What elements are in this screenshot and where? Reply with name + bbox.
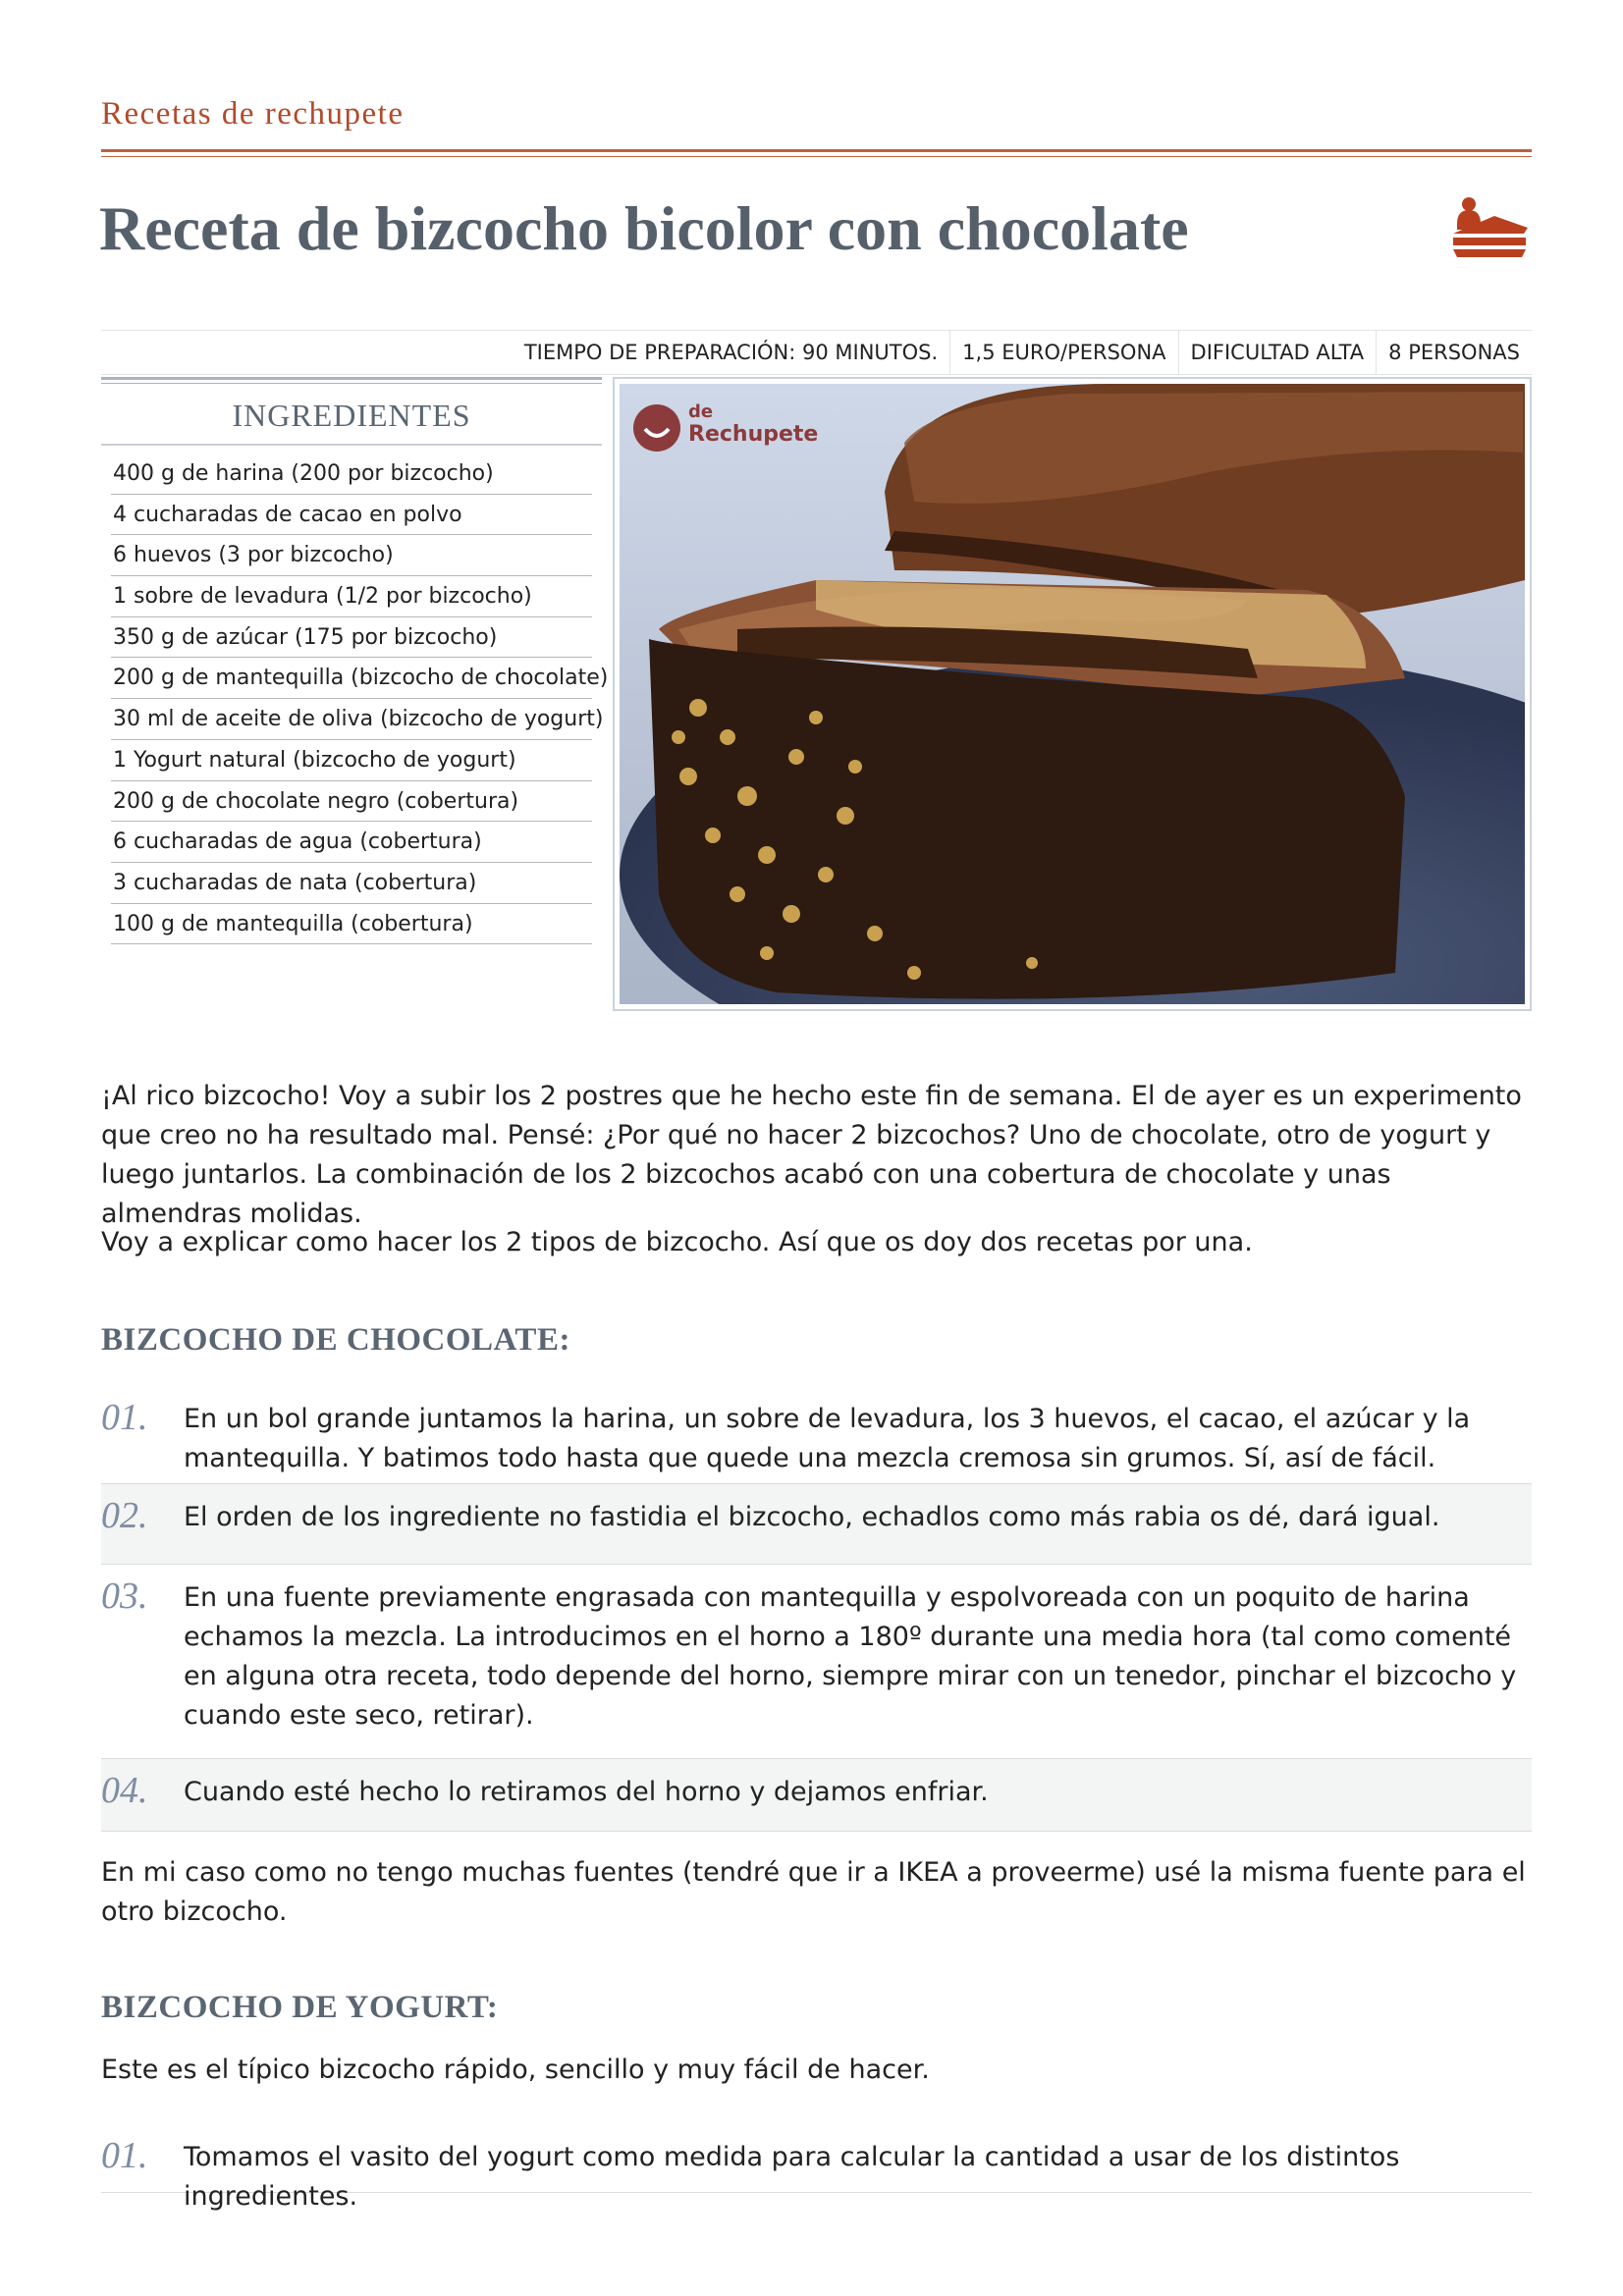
step-number: 01. xyxy=(101,2135,148,2176)
step-text: Cuando esté hecho lo retiramos del horno y dejamos enfriar. xyxy=(184,1777,989,1807)
prep-time: TIEMPO DE PREPARACIÓN: 90 MINUTOS. xyxy=(523,341,939,364)
recipe-meta-bar xyxy=(101,330,1532,375)
watermark-de: de xyxy=(688,401,714,422)
intro-paragraph: ¡Al rico bizcocho! Voy a subir los 2 postres que he hecho este fin de semana. El de ayer es un experimento que creo no ha resultado mal. Pensé: ¿Por qué no hacer 2 bizcochos? Uno de chocolate, otro de yogurt y luego juntarlos. La combinación de los 2 bizcochos acabó con una cobertura de chocolate y unas almendras molidas. xyxy=(101,1081,1522,1229)
page-title: Receta de bizcocho bicolor con chocolate xyxy=(99,193,1189,263)
ingredient-item: 200 g de chocolate negro (cobertura) xyxy=(111,781,592,823)
cake-photo xyxy=(620,384,1525,1004)
note-paragraph: En mi caso como no tengo muchas fuentes (tendré que ir a IKEA a proveerme) usé la misma fuente para el otro bizcocho. xyxy=(101,1857,1526,1927)
ingredient-item: 30 ml de aceite de oliva (bizcocho de yogurt) xyxy=(111,699,592,740)
header-rule-thin xyxy=(101,156,1532,157)
ingredient-item: 1 sobre de levadura (1/2 por bizcocho) xyxy=(111,576,592,617)
servings: 8 PERSONAS xyxy=(1376,331,1532,374)
intro-paragraph-2: Voy a explicar como hacer los 2 tipos de bizcocho. Así que os doy dos recetas por una. xyxy=(101,1227,1253,1257)
step-text: En una fuente previamente engrasada con mantequilla y espolvoreada con un poquito de harina echamos la mezcla. La introducimos en el horno a 180º durante una media hora (tal como comenté en alguna otra receta, todo depende del horno, siempre mirar con un tenedor, pinchar el bizcocho y cuando este seco, retirar). xyxy=(184,1582,1517,1731)
step-item xyxy=(101,1759,1532,1832)
step-number: 04. xyxy=(101,1770,148,1811)
cost-per-person: 1,5 EURO/PERSONA xyxy=(949,331,1177,374)
step-item xyxy=(101,1565,1532,1759)
ingredient-item: 400 g de harina (200 por bizcocho) xyxy=(111,454,592,495)
ingredient-item: 100 g de mantequilla (cobertura) xyxy=(111,904,592,945)
ingredients-list xyxy=(111,446,609,944)
step-number: 02. xyxy=(101,1495,148,1536)
site-name[interactable]: Recetas de rechupete xyxy=(101,96,405,132)
ingredients-panel xyxy=(101,377,609,944)
cake-slice-icon xyxy=(1451,194,1532,261)
step-item xyxy=(101,1386,1532,1484)
ingredient-item: 200 g de mantequilla (bizcocho de chocolate) xyxy=(111,658,592,699)
recipe-photo xyxy=(613,377,1532,1011)
section-heading-yogurt: BIZCOCHO DE YOGURT: xyxy=(101,1990,499,2025)
brand-logo-icon xyxy=(633,404,680,452)
step-item xyxy=(101,2124,1532,2212)
step-text: Tomamos el vasito del yogurt como medida para calcular la cantidad a usar de los distintos ingredientes. xyxy=(184,2142,1400,2212)
ingredient-item: 350 g de azúcar (175 por bizcocho) xyxy=(111,617,592,659)
header-rule xyxy=(101,149,1532,152)
step-item xyxy=(101,1484,1532,1565)
ingredient-item: 1 Yogurt natural (bizcocho de yogurt) xyxy=(111,740,592,781)
section-intro: Este es el típico bizcocho rápido, sencillo y muy fácil de hacer. xyxy=(101,2055,930,2085)
step-number: 03. xyxy=(101,1575,148,1617)
ingredients-title: INGREDIENTES xyxy=(101,384,602,446)
ingredient-item: 6 huevos (3 por bizcocho) xyxy=(111,535,592,576)
step-text: El orden de los ingrediente no fastidia el bizcocho, echadlos como más rabia os dé, dará igual. xyxy=(184,1502,1440,1532)
difficulty: DIFICULTAD ALTA xyxy=(1178,331,1377,374)
step-text: En un bol grande juntamos la harina, un sobre de levadura, los 3 huevos, el cacao, el azúcar y la mantequilla. Y batimos todo hasta que quede una mezcla cremosa sin grumos. Sí, así de fácil. xyxy=(184,1404,1471,1473)
section-heading-chocolate: BIZCOCHO DE CHOCOLATE: xyxy=(101,1322,570,1358)
ingredient-item: 4 cucharadas de cacao en polvo xyxy=(111,495,592,536)
ingredient-item: 3 cucharadas de nata (cobertura) xyxy=(111,863,592,904)
step-number: 01. xyxy=(101,1397,148,1438)
watermark-brand: Rechupete xyxy=(688,422,819,447)
ingredient-item: 6 cucharadas de agua (cobertura) xyxy=(111,822,592,863)
